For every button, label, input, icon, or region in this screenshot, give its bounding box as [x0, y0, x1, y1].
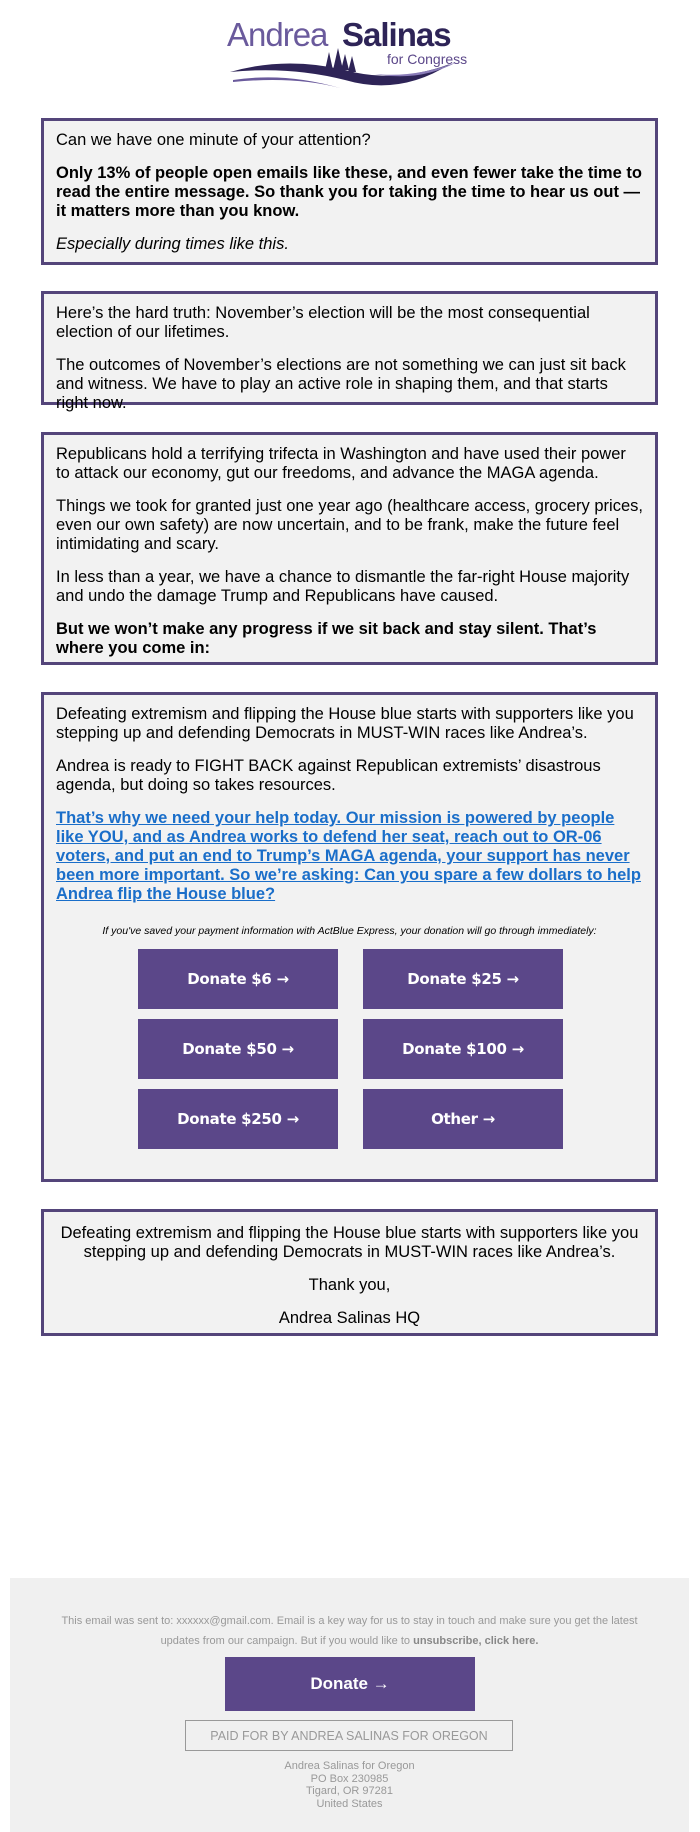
donate-250-button[interactable]: Donate $250 → [138, 1089, 338, 1149]
trifecta-text: Republicans hold a terrifying trifecta in Washington and have used their power to attack our economy, gut our freedoms, and advance the MAGA agenda. [56, 445, 626, 482]
dismantle-text: In less than a year, we have a chance to dismantle the far-right House majority and undo the damage Trump and Republicans have caused. [56, 568, 630, 605]
times-like-this: Especially during times like this. [56, 235, 289, 253]
footer-donate-button[interactable]: Donate → [225, 1657, 475, 1711]
thank-you: Thank you, [308, 1276, 391, 1294]
trifecta-box [41, 432, 658, 665]
svg-text:Salinas: Salinas [342, 16, 451, 53]
donate-appeal-link[interactable]: That’s why we need your help today. Our mission is powered by people like YOU, and as Andrea works to defend her seat, reach out to OR-06 voters, and put an end to Trump’s MAGA agenda, your support has never been more important. So we’re asking: Can you spare a few dollars to help Andrea flip the House blue? [56, 809, 641, 903]
donate-100-button[interactable]: Donate $100 → [363, 1019, 563, 1079]
svg-text:for Congress: for Congress [387, 51, 468, 67]
address-line: Tigard, OR 97281 [305, 1785, 394, 1797]
donate-50-button[interactable]: Donate $50 → [138, 1019, 338, 1079]
outcomes-text: The outcomes of November’s elections are not something we can just sit back and witness. We have to play an active role in shaping them, and that starts right now. [56, 356, 626, 412]
donate-other-button[interactable]: Other → [363, 1089, 563, 1149]
fight-back-text: Andrea is ready to FIGHT BACK against Republican extremists’ disastrous agenda, but doing so takes resources. [56, 757, 601, 794]
donate-6-button[interactable]: Donate $6 → [138, 949, 338, 1009]
open-rate-text: Only 13% of people open emails like these, and even fewer take the time to read the entire message. So thank you for taking the time to hear us out — it matters more than you know. [56, 164, 642, 220]
granted-text: Things we took for granted just one year ago (healthcare access, grocery prices, even our own safety) are now uncertain, and to be frank, make the future feel intimidating and scary. [56, 497, 643, 553]
mailing-address [10, 1760, 689, 1810]
footer-sent-notice [50, 1611, 649, 1651]
signature: Andrea Salinas HQ [278, 1309, 421, 1327]
actblue-note: If you've saved your payment information with ActBlue Express, your donation will go through immediately: [102, 925, 597, 937]
closing-box [41, 1209, 658, 1336]
donate-box [41, 692, 658, 1182]
intro-question: Can we have one minute of your attention? [56, 131, 371, 149]
donate-25-button[interactable]: Donate $25 → [363, 949, 563, 1009]
address-line: United States [316, 1797, 383, 1810]
hard-truth-text: Here’s the hard truth: November’s election will be the most consequential election of our lifetimes. [56, 304, 590, 341]
supporters-text: Defeating extremism and flipping the House blue starts with supporters like you stepping up and defending Democrats in MUST-WIN races like Andrea’s. [56, 705, 634, 742]
svg-text:Andrea: Andrea [227, 16, 328, 53]
hard-truth-box [41, 291, 658, 412]
unsubscribe-link[interactable]: unsubscribe, click here. [413, 1635, 539, 1647]
call-to-action-text: But we won’t make any progress if we sit back and stay silent. That’s where you come in: [56, 620, 597, 657]
paid-for-disclaimer: PAID FOR BY ANDREA SALINAS FOR OREGON [185, 1720, 513, 1751]
attention-box [41, 118, 658, 265]
campaign-logo [225, 12, 475, 96]
footer [10, 1578, 689, 1832]
closing-text: Defeating extremism and flipping the House blue starts with supporters like you stepping up and defending Democrats in MUST-WIN races like Andrea’s. [60, 1224, 639, 1261]
sent-text: This email was sent to: xxxxxx@gmail.com. Email is a key way for us to stay in touch and make sure you get the latest updates from our campaign. But if you would like to [61, 1615, 638, 1647]
address-line: Andrea Salinas for Oregon [284, 1760, 415, 1772]
address-line: PO Box 230985 [310, 1772, 389, 1785]
